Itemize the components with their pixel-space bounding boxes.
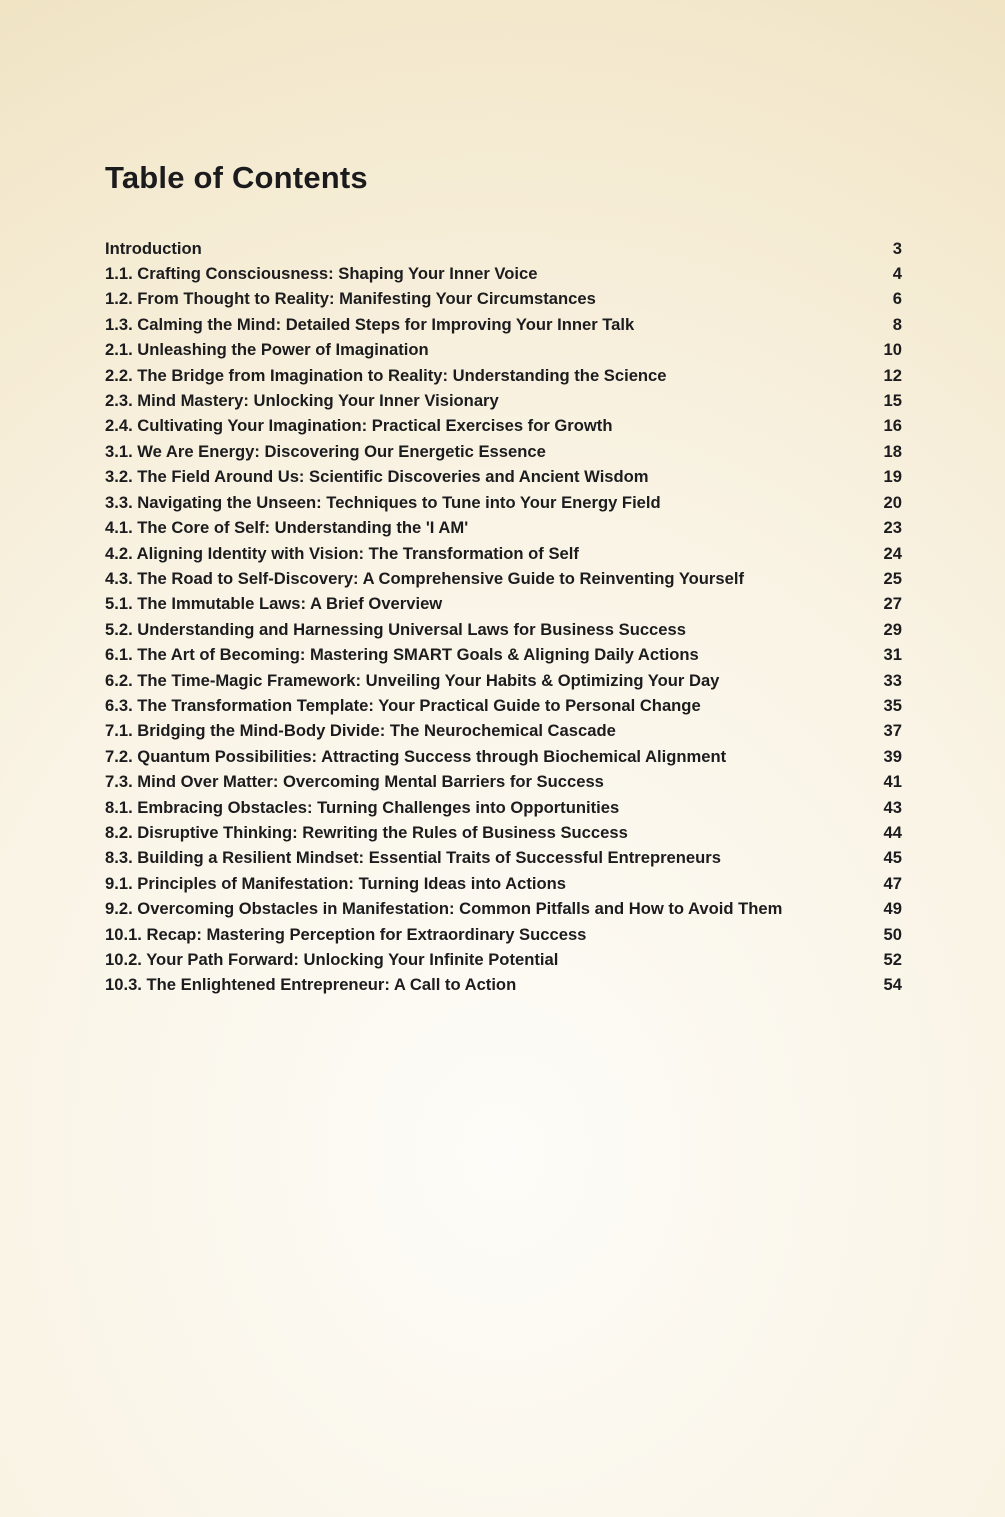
toc-entry-label: 1.1. Crafting Consciousness: Shaping Your Inner Voice xyxy=(105,264,538,284)
toc-entry-label: 4.3. The Road to Self-Discovery: A Comprehensive Guide to Reinventing Yourself xyxy=(105,568,744,588)
toc-row xyxy=(105,845,902,870)
toc-row xyxy=(105,718,902,743)
toc-row xyxy=(105,617,902,642)
toc-row xyxy=(105,337,902,362)
toc-entry-page: 12 xyxy=(883,365,902,385)
toc-entry-page: 43 xyxy=(883,797,902,817)
toc-row xyxy=(105,947,902,972)
toc-list xyxy=(105,236,902,998)
toc-entry-label: Introduction xyxy=(105,238,202,258)
toc-entry-label: 7.2. Quantum Possibilities: Attracting Success through Biochemical Alignment xyxy=(105,746,727,766)
toc-row xyxy=(105,388,902,413)
toc-row xyxy=(105,439,902,464)
toc-entry-label: 2.4. Cultivating Your Imagination: Practical Exercises for Growth xyxy=(105,416,613,436)
toc-row xyxy=(105,541,902,566)
toc-entry-page: 16 xyxy=(883,416,902,436)
toc-entry-page: 31 xyxy=(883,645,902,665)
toc-entry-label: 4.2. Aligning Identity with Vision: The Transformation of Self xyxy=(105,543,579,563)
toc-entry-page: 10 xyxy=(883,340,902,360)
toc-entry-label: 3.3. Navigating the Unseen: Techniques to Tune into Your Energy Field xyxy=(105,492,661,512)
toc-entry-label: 8.3. Building a Resilient Mindset: Essential Traits of Successful Entrepreneurs xyxy=(105,848,721,868)
toc-entry-page: 4 xyxy=(892,264,902,284)
toc-entry-page: 24 xyxy=(883,543,902,563)
toc-entry-label: 10.1. Recap: Mastering Perception for Extraordinary Success xyxy=(105,924,587,944)
toc-entry-page: 29 xyxy=(883,619,902,639)
toc-entry-label: 5.2. Understanding and Harnessing Universal Laws for Business Success xyxy=(105,619,686,639)
toc-row xyxy=(105,286,902,311)
toc-entry-page: 18 xyxy=(883,441,902,461)
toc-entry-page: 23 xyxy=(883,518,902,538)
toc-row xyxy=(105,820,902,845)
toc-row xyxy=(105,972,902,997)
toc-row xyxy=(105,363,902,388)
toc-entry-page: 27 xyxy=(883,594,902,614)
toc-entry-page: 8 xyxy=(892,314,902,334)
toc-row xyxy=(105,236,902,261)
toc-entry-label: 6.1. The Art of Becoming: Mastering SMART Goals & Aligning Daily Actions xyxy=(105,645,699,665)
toc-row xyxy=(105,413,902,438)
toc-row xyxy=(105,515,902,540)
toc-entry-label: 3.1. We Are Energy: Discovering Our Energetic Essence xyxy=(105,441,546,461)
toc-entry-label: 2.1. Unleashing the Power of Imagination xyxy=(105,340,429,360)
toc-entry-page: 50 xyxy=(883,924,902,944)
toc-entry-page: 19 xyxy=(883,467,902,487)
toc-entry-page: 52 xyxy=(883,950,902,970)
toc-entry-label: 1.2. From Thought to Reality: Manifesting Your Circumstances xyxy=(105,289,596,309)
toc-entry-page: 20 xyxy=(883,492,902,512)
toc-row xyxy=(105,871,902,896)
toc-row xyxy=(105,769,902,794)
toc-entry-page: 39 xyxy=(883,746,902,766)
toc-entry-label: 10.2. Your Path Forward: Unlocking Your Infinite Potential xyxy=(105,950,559,970)
toc-row xyxy=(105,693,902,718)
toc-entry-page: 15 xyxy=(883,391,902,411)
toc-entry-label: 8.2. Disruptive Thinking: Rewriting the Rules of Business Success xyxy=(105,822,628,842)
toc-entry-page: 47 xyxy=(883,873,902,893)
toc-entry-label: 10.3. The Enlightened Entrepreneur: A Call to Action xyxy=(105,975,517,995)
toc-entry-label: 8.1. Embracing Obstacles: Turning Challenges into Opportunities xyxy=(105,797,620,817)
toc-row xyxy=(105,464,902,489)
toc-row xyxy=(105,922,902,947)
toc-entry-page: 54 xyxy=(883,975,902,995)
toc-row xyxy=(105,896,902,921)
toc-entry-label: 4.1. The Core of Self: Understanding the 'I AM' xyxy=(105,518,469,538)
toc-entry-page: 37 xyxy=(883,721,902,741)
toc-entry-page: 45 xyxy=(883,848,902,868)
toc-row xyxy=(105,744,902,769)
toc-entry-label: 6.3. The Transformation Template: Your Practical Guide to Personal Change xyxy=(105,695,701,715)
toc-entry-label: 1.3. Calming the Mind: Detailed Steps for Improving Your Inner Talk xyxy=(105,314,635,334)
toc-entry-label: 9.1. Principles of Manifestation: Turning Ideas into Actions xyxy=(105,873,566,893)
toc-entry-label: 2.2. The Bridge from Imagination to Reality: Understanding the Science xyxy=(105,365,667,385)
toc-entry-label: 5.1. The Immutable Laws: A Brief Overview xyxy=(105,594,443,614)
page-title: Table of Contents xyxy=(105,160,368,195)
toc-row xyxy=(105,591,902,616)
toc-row xyxy=(105,312,902,337)
toc-entry-label: 6.2. The Time-Magic Framework: Unveiling Your Habits & Optimizing Your Day xyxy=(105,670,720,690)
toc-entry-label: 7.1. Bridging the Mind-Body Divide: The Neurochemical Cascade xyxy=(105,721,616,741)
toc-row xyxy=(105,566,902,591)
toc-row xyxy=(105,795,902,820)
toc-entry-label: 3.2. The Field Around Us: Scientific Discoveries and Ancient Wisdom xyxy=(105,467,649,487)
toc-entry-page: 25 xyxy=(883,568,902,588)
toc-row xyxy=(105,642,902,667)
toc-entry-label: 9.2. Overcoming Obstacles in Manifestation: Common Pitfalls and How to Avoid Them xyxy=(105,899,783,919)
toc-entry-page: 49 xyxy=(883,899,902,919)
toc-entry-page: 44 xyxy=(883,822,902,842)
toc-row xyxy=(105,490,902,515)
toc-entry-page: 6 xyxy=(892,289,902,309)
toc-entry-page: 33 xyxy=(883,670,902,690)
toc-entry-page: 3 xyxy=(892,238,902,258)
toc-entry-label: 2.3. Mind Mastery: Unlocking Your Inner Visionary xyxy=(105,391,499,411)
toc-row xyxy=(105,668,902,693)
toc-entry-page: 41 xyxy=(883,772,902,792)
toc-entry-label: 7.3. Mind Over Matter: Overcoming Mental Barriers for Success xyxy=(105,772,604,792)
toc-row xyxy=(105,261,902,286)
toc-entry-page: 35 xyxy=(883,695,902,715)
